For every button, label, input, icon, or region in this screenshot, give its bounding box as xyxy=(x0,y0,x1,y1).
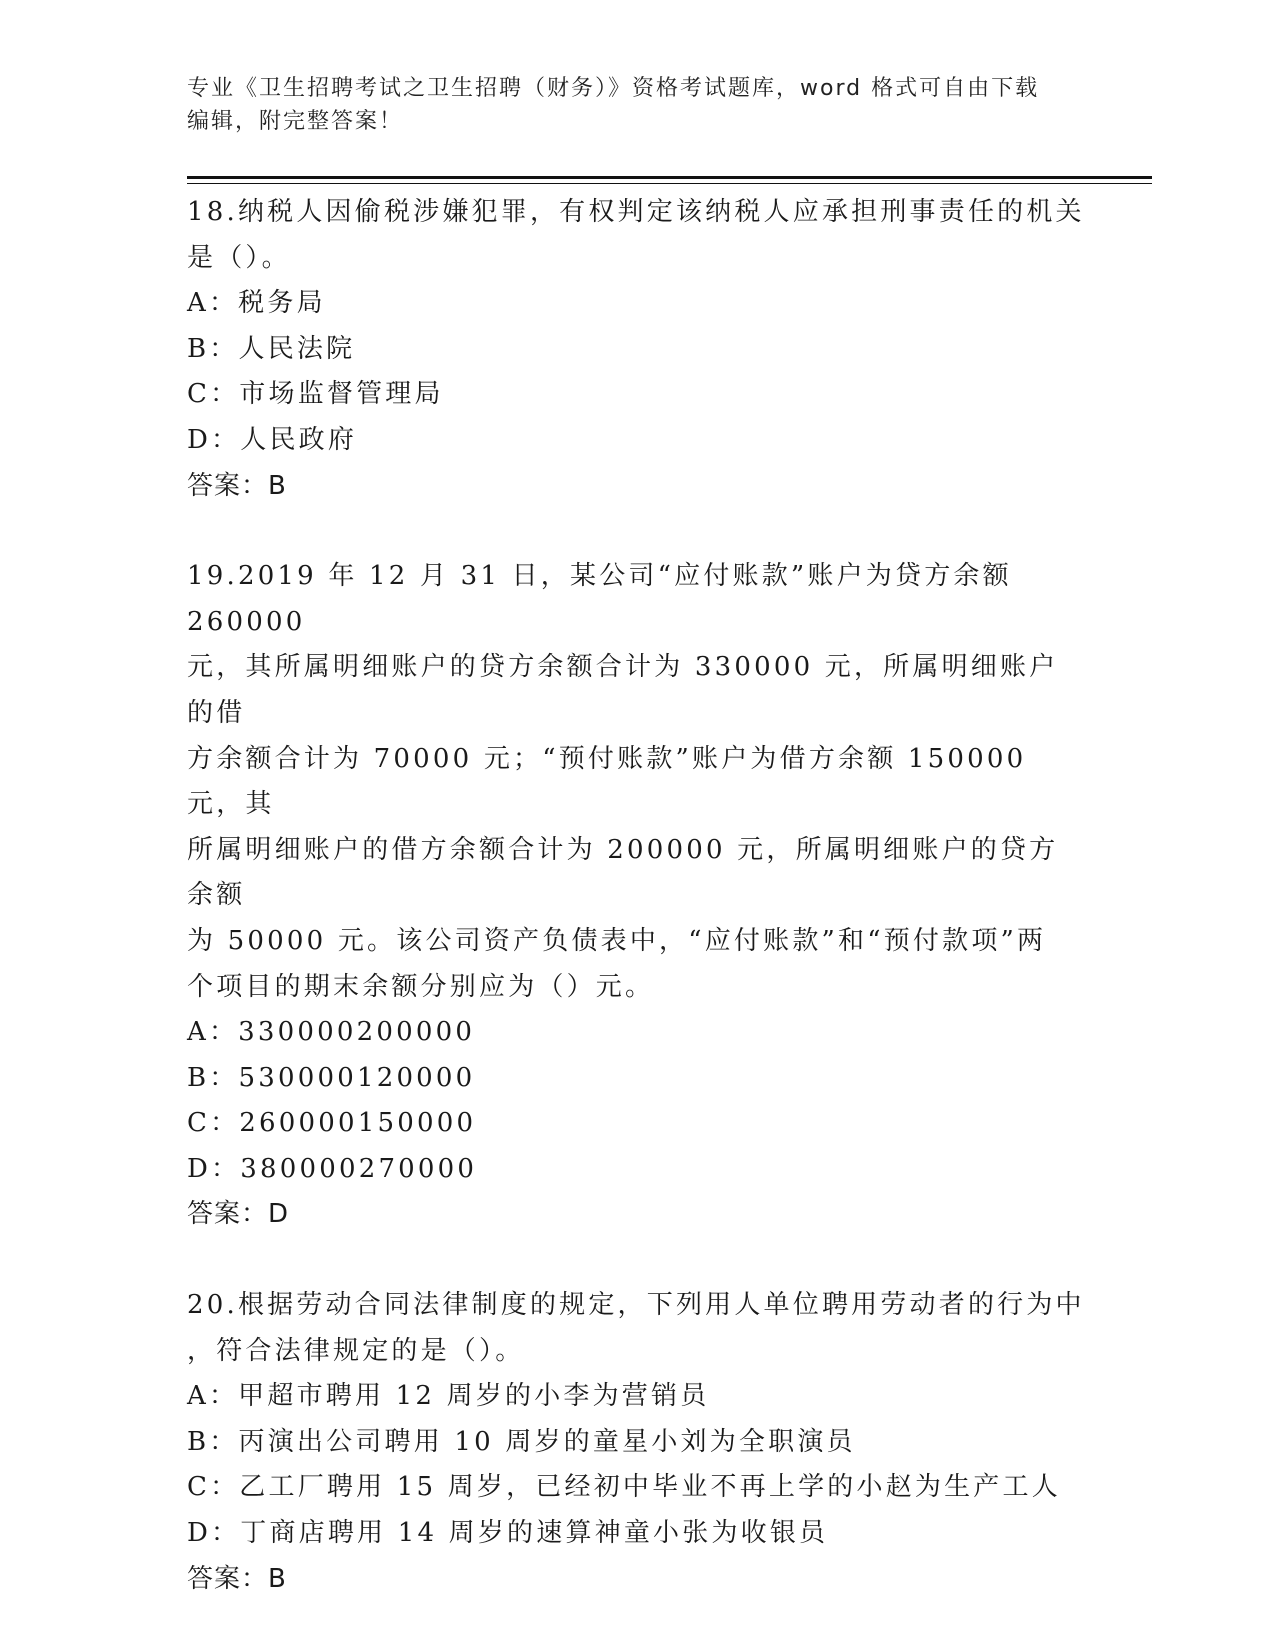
option-b: B：丙演出公司聘用 10 周岁的童星小刘为全职演员 xyxy=(187,1426,856,1457)
question-spacer xyxy=(187,1238,1087,1283)
question-stem-line: 是（）。 xyxy=(187,242,291,273)
question-18 xyxy=(187,190,1087,509)
question-stem-line: 个项目的期末余额分别应为（）元。 xyxy=(187,971,655,1002)
option-a: A：甲超市聘用 12 周岁的小李为营销员 xyxy=(187,1381,710,1412)
option-d: D：380000270000 xyxy=(187,1153,478,1184)
answer-label: 答案： xyxy=(187,1563,269,1594)
question-20 xyxy=(187,1283,1087,1602)
option-d: D：人民政府 xyxy=(187,424,358,455)
question-list xyxy=(187,190,1087,1602)
question-19 xyxy=(187,554,1087,1238)
option-d: D：丁商店聘用 14 周岁的速算神童小张为收银员 xyxy=(187,1518,829,1549)
option-c: C：260000150000 xyxy=(187,1108,477,1139)
header-divider-thick xyxy=(187,176,1152,179)
question-stem-line: 方余额合计为 70000 元；“预付账款”账户为借方余额 150000 元，其 xyxy=(187,743,1027,820)
answer-line xyxy=(187,1192,1087,1238)
header-line-2: 编辑，附完整答案！ xyxy=(187,109,404,134)
answer-label: 答案： xyxy=(187,470,269,501)
option-b: B：530000120000 xyxy=(187,1062,476,1093)
option-a: A：税务局 xyxy=(187,288,326,319)
header-line-1: 专业《卫生招聘考试之卫生招聘（财务）》资格考试题库，word 格式可自由下载 xyxy=(187,76,1040,101)
header-divider-thin xyxy=(187,183,1152,184)
answer-value: B xyxy=(268,1563,287,1594)
question-stem-line: 19.2019 年 12 月 31 日，某公司“应付账款”账户为贷方余额 260000 xyxy=(187,561,1012,637)
option-c: C：乙工厂聘用 15 周岁，已经初中毕业不再上学的小赵为生产工人 xyxy=(187,1472,1061,1503)
answer-line xyxy=(187,1557,1087,1603)
answer-label: 答案： xyxy=(187,1199,269,1230)
answer-value: B xyxy=(268,470,287,501)
question-stem-line: 元，其所属明细账户的贷方余额合计为 330000 元，所属明细账户的借 xyxy=(187,652,1059,728)
question-stem-line: ，符合法律规定的是（）。 xyxy=(187,1335,525,1366)
option-c: C：市场监督管理局 xyxy=(187,379,444,410)
question-spacer xyxy=(187,509,1087,554)
answer-line xyxy=(187,464,1087,510)
question-stem-line: 18.纳税人因偷税涉嫌犯罪，有权判定该纳税人应承担刑事责任的机关 xyxy=(187,197,1085,227)
answer-value: D xyxy=(268,1199,290,1230)
question-stem-line: 所属明细账户的借方余额合计为 200000 元，所属明细账户的贷方余额 xyxy=(187,834,1059,911)
question-stem-line: 20.根据劳动合同法律制度的规定，下列用人单位聘用劳动者的行为中 xyxy=(187,1290,1085,1321)
document-header xyxy=(187,72,1087,138)
option-a: A：330000200000 xyxy=(187,1017,476,1048)
option-b: B：人民法院 xyxy=(187,333,356,364)
question-stem-line: 为 50000 元。该公司资产负债表中，“应付账款”和“预付款项”两 xyxy=(187,925,1047,956)
